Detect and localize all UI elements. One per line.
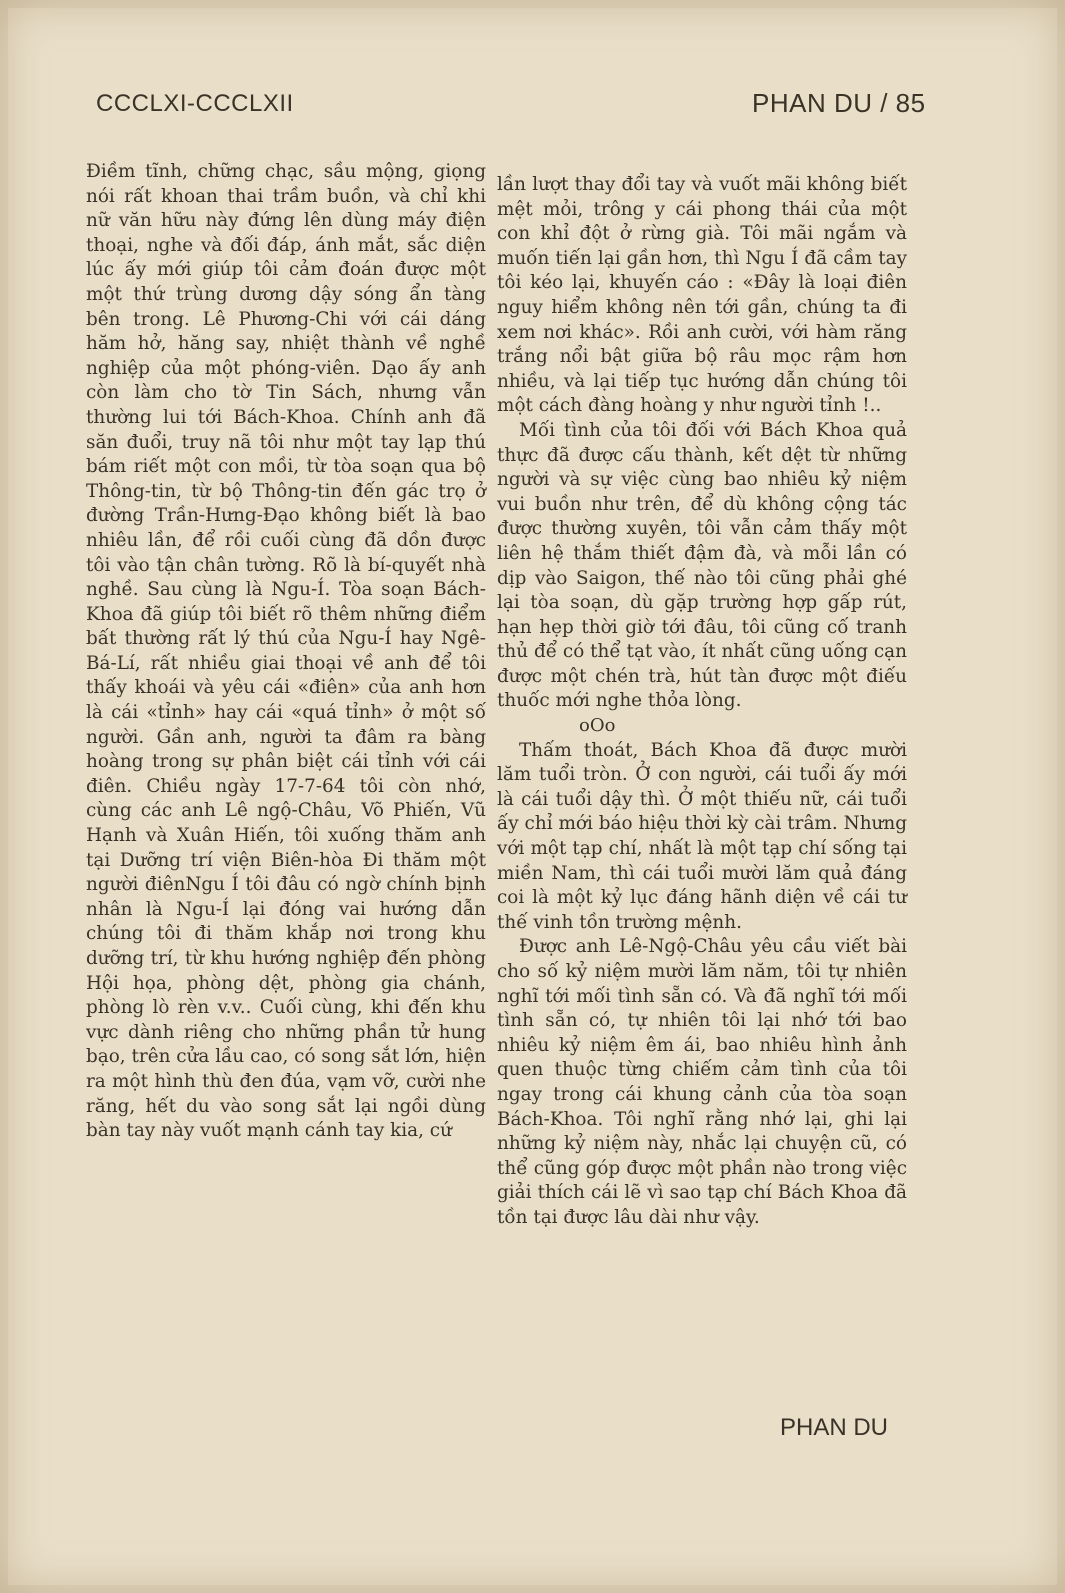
right-column [497, 173, 907, 1231]
paragraph: Điềm tĩnh, chững chạc, sầu mộng, giọng nói rất khoan thai trầm buồn, và chỉ khi nữ văn hữu này đứng lên dùng máy điện thoại, nghe và đối đáp, ánh mắt, sắc diện lúc ấy mới giúp tôi cảm đoán được một một thứ trùng dương dậy sóng ẩn tàng bên trong. Lê Phương-Chi với cái dáng hăm hở, hăng say, nhiệt thành về nghề nghiệp của một phóng-viên. Dạo ấy anh còn làm cho tờ Tin Sách, nhưng vẫn thường lui tới Bách-Khoa. Chính anh đã săn đuổi, truy nã tôi như một tay lạp thú bám riết một con mồi, từ tòa soạn qua bộ Thông-tin, từ bộ Thông-tin đến gác trọ ở đường Trần-Hưng-Đạo không biết là bao nhiêu lần, để rồi cuối cùng đã dồn được tôi vào tận chân tường. Rõ là bí-quyết nhà nghề. Sau cùng là Ngu-Í. Tòa soạn Bách-Khoa đã giúp tôi biết rõ thêm những điểm bất thường rất lý thú của Ngu-Í hay Ngê-Bá-Lí, rất nhiều giai thoại về anh để tôi thấy khoái và yêu cái «điên» của anh hơn là cái «tỉnh» hay cái «quá tỉnh» ở một số người. Gần anh, người ta đâm ra bàng hoàng trong sự phân biệt cái tỉnh với cái điên. Chiều ngày 17-7-64 tôi còn nhớ, cùng các anh Lê ngộ-Châu, Võ Phiến, Vũ Hạnh và Xuân Hiến, tôi xuống thăm anh tại Dưỡng trí viện Biên-hòa Đi thăm một người điênNgu Í tôi đâu có ngờ chính bịnh nhân là Ngu-Í lại đóng vai hướng dẫn chúng tôi đi thăm khắp nơi trong khu dưỡng trí, từ khu hướng nghiệp đến phòng Hội họa, phòng dệt, phòng gia chánh, phòng lò rèn v.v.. Cuối cùng, khi đến khu vực dành riêng cho những phần tử hung bạo, trên cửa lầu cao, có song sắt lớn, hiện ra một hình thù đen đúa, vạm vỡ, cười nhe răng, hết du vào song sắt lại ngồi dùng bàn tay này vuốt mạnh cánh tay kia, cứ [86, 161, 486, 1142]
paragraph: Mối tình của tôi đối với Bách Khoa quả thực đã được cấu thành, kết dệt từ những người và sự việc cùng bao nhiêu kỷ niệm vui buồn như trên, để dù không cộng tác được thường xuyên, tôi vẫn cảm thấy một liên hệ thắm thiết đậm đà, và mỗi lần có dịp vào Saigon, thế nào tôi cũng phải ghé lại tòa soạn, dù gặp trường hợp gấp rút, hạn hẹp thời giờ tới đâu, tôi cũng cố tranh thủ để có thể tạt vào, ít nhất cũng uống cạn được một chén trà, hút tàn được một điếu thuốc mới nghe thỏa lòng. [497, 419, 907, 712]
author-page-header: PHAN DU / 85 [752, 88, 926, 118]
paragraph: Được anh Lê-Ngộ-Châu yêu cầu viết bài cho số kỷ niệm mười lăm năm, tôi tự nhiên nghĩ tới mối tình sẵn có. Và đã nghĩ tới mối tình sẵn có, tự nhiên tôi lại nhớ tới bao nhiêu kỷ niệm êm ái, bao nhiêu hình ảnh quen thuộc từng chiếm cảm tình của tôi ngay trong cái khung cảnh của tòa soạn Bách-Khoa. Tôi nghĩ rằng nhớ lại, ghi lại những kỷ niệm này, nhắc lại chuyện cũ, có thể cũng góp được một phần nào trong việc giải thích cái lẽ vì sao tạp chí Bách Khoa đã tồn tại được lâu dài như vậy. [497, 936, 907, 1228]
section-separator: oOo [579, 715, 616, 737]
paragraph: Thấm thoát, Bách Khoa đã được mười lăm tuổi tròn. Ở con người, cái tuổi ấy mới là cái tuổi dậy thì. Ở một thiếu nữ, cái tuổi ấy chỉ mới báo hiệu thời kỳ cài trâm. Nhưng với một tạp chí, nhất là một tạp chí sống tại miền Nam, thì cái tuổi mười lăm quả đáng coi là một kỷ lục đáng hãnh diện về cái tư thế vinh tồn trường mệnh. [497, 739, 907, 933]
left-column [86, 160, 486, 1144]
author-signature: PHAN DU [780, 1414, 889, 1441]
issue-number-header: CCCLXI-CCCLXII [96, 90, 294, 117]
paragraph: lần lượt thay đổi tay và vuốt mãi không biết mệt mỏi, trông y cái phong thái của một con khỉ đột ở rừng già. Tôi mãi ngắm và muốn tiến lại gần hơn, thì Ngu Í đã cầm tay tôi kéo lại, khuyến cáo : «Đây là loại điên nguy hiểm không nên tới gần, chúng ta đi xem nơi khác». Rồi anh cười, với hàm răng trắng nổi bật giữa bộ râu mọc rậm hơn nhiều, và lại tiếp tục hướng dẫn chúng tôi một cách đàng hoàng y như người tỉnh !.. [497, 174, 907, 417]
